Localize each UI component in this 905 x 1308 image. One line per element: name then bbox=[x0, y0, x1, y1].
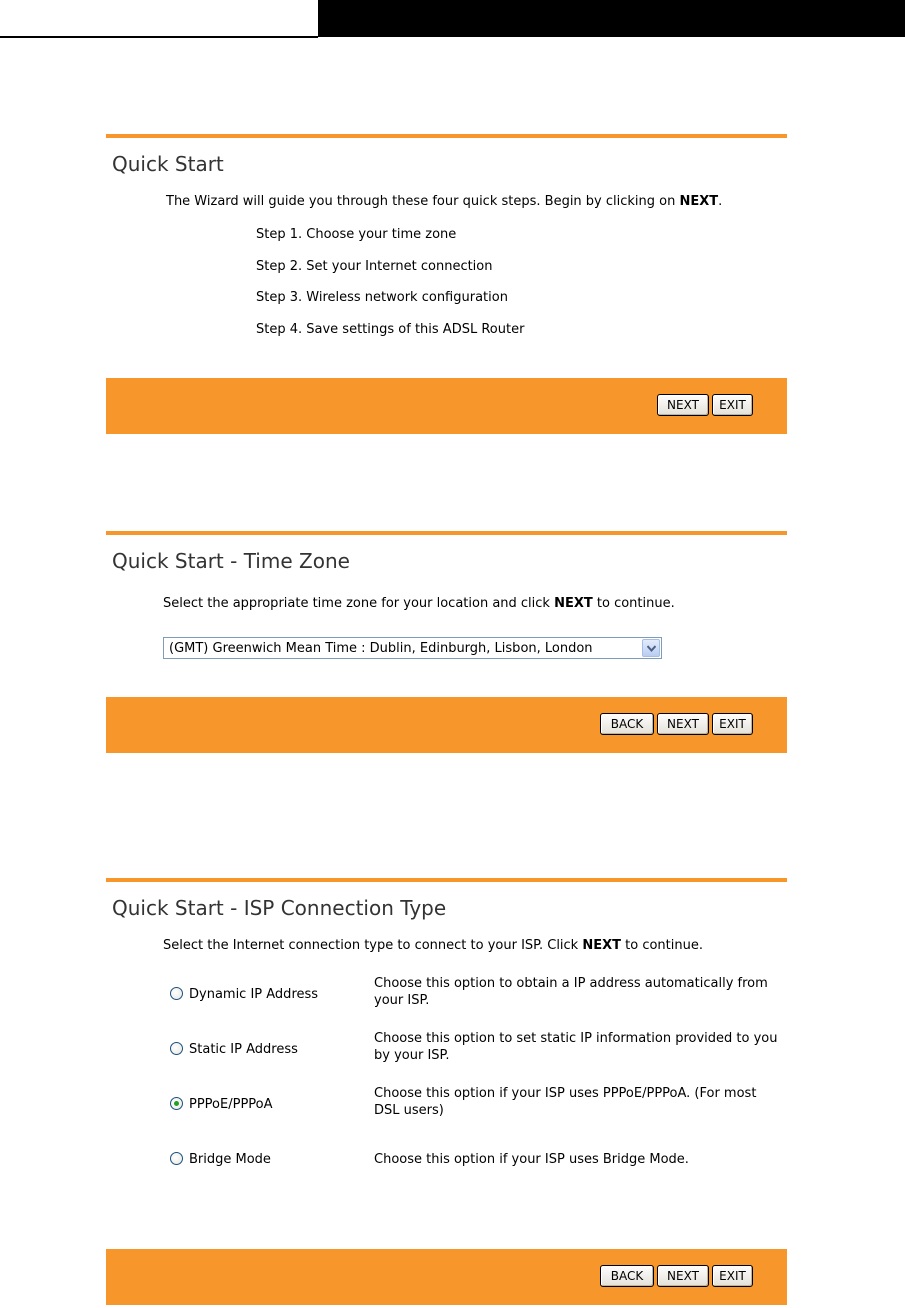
pppoe-label[interactable]: PPPoE/PPPoA bbox=[189, 1097, 273, 1112]
dynamic-ip-description: Choose this option to obtain a IP address automatically from your ISP. bbox=[374, 976, 768, 1008]
next-button[interactable]: NEXT bbox=[657, 394, 709, 416]
page-title: Quick Start bbox=[112, 152, 224, 176]
page-title: Quick Start - Time Zone bbox=[112, 549, 350, 573]
panel-top-rule bbox=[106, 134, 787, 138]
pppoe-radio[interactable] bbox=[170, 1097, 183, 1110]
step-item: Step 1. Choose your time zone bbox=[256, 227, 457, 242]
panel-top-rule bbox=[106, 878, 787, 882]
time-zone-select[interactable] bbox=[163, 637, 662, 659]
bridge-mode-radio[interactable] bbox=[170, 1152, 183, 1165]
panel-top-rule bbox=[106, 531, 787, 535]
exit-button[interactable]: EXIT bbox=[712, 1265, 753, 1287]
back-button[interactable]: BACK bbox=[600, 713, 654, 735]
step-item: Step 2. Set your Internet connection bbox=[256, 259, 493, 274]
next-button[interactable]: NEXT bbox=[657, 1265, 709, 1287]
dynamic-ip-radio[interactable] bbox=[170, 987, 183, 1000]
step-item: Step 4. Save settings of this ADSL Router bbox=[256, 322, 525, 337]
pppoe-description: Choose this option if your ISP uses PPPoE/PPPoA. (For most DSL users) bbox=[374, 1086, 757, 1118]
wizard-intro: The Wizard will guide you through these four quick steps. Begin by clicking on NEXT. bbox=[166, 194, 723, 209]
time-zone-selected-value: (GMT) Greenwich Mean Time : Dublin, Edinburgh, Lisbon, London bbox=[169, 641, 593, 656]
isp-instruction: Select the Internet connection type to connect to your ISP. Click NEXT to continue. bbox=[163, 938, 703, 953]
button-bar bbox=[106, 1249, 787, 1305]
step-item: Step 3. Wireless network configuration bbox=[256, 290, 508, 305]
page-header-bar bbox=[318, 0, 905, 37]
bridge-mode-label[interactable]: Bridge Mode bbox=[189, 1152, 271, 1167]
page-header-rule bbox=[0, 36, 318, 38]
page-title: Quick Start - ISP Connection Type bbox=[112, 896, 447, 920]
back-button[interactable]: BACK bbox=[600, 1265, 654, 1287]
exit-button[interactable]: EXIT bbox=[712, 394, 753, 416]
dynamic-ip-label[interactable]: Dynamic IP Address bbox=[189, 987, 319, 1002]
static-ip-radio[interactable] bbox=[170, 1042, 183, 1055]
static-ip-description: Choose this option to set static IP information provided to you by your ISP. bbox=[374, 1031, 778, 1063]
chevron-down-icon[interactable] bbox=[642, 639, 660, 657]
exit-button[interactable]: EXIT bbox=[712, 713, 753, 735]
next-button[interactable]: NEXT bbox=[657, 713, 709, 735]
bridge-mode-description: Choose this option if your ISP uses Bridge Mode. bbox=[374, 1152, 689, 1167]
time-zone-instruction: Select the appropriate time zone for your location and click NEXT to continue. bbox=[163, 596, 675, 611]
button-bar bbox=[106, 378, 787, 434]
button-bar bbox=[106, 697, 787, 753]
static-ip-label[interactable]: Static IP Address bbox=[189, 1042, 298, 1057]
